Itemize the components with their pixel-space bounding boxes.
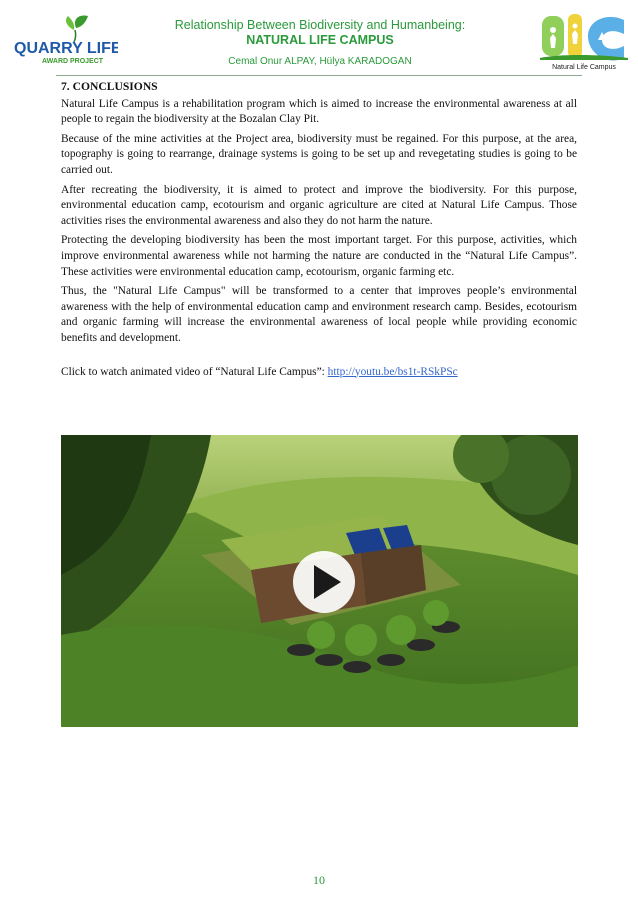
quarry-life-logo-subtext: AWARD PROJECT	[42, 58, 104, 65]
video-caption-text: Click to watch animated video of “Natural Life Campus”:	[61, 365, 328, 378]
section-heading: 7. CONCLUSIONS	[61, 80, 158, 93]
video-thumbnail[interactable]	[61, 435, 578, 727]
page-header	[0, 0, 638, 78]
paragraph-2: Because of the mine activities at the Project area, biodiversity must be regained. For this purpose, at the area, topography is going to rearrange, drainage systems is going to be set up and revegetating studies is going to be carried out.	[61, 132, 577, 176]
natural-life-campus-logo	[538, 10, 630, 72]
main-content	[61, 79, 577, 384]
video-link[interactable]: http://youtu.be/bs1t-RSkPSc	[327, 365, 458, 378]
header-authors: Cemal Onur ALPAY, Hülya KARADOGAN	[228, 56, 412, 67]
quarry-life-logo-text: QUARRY LIFE	[14, 40, 118, 57]
quarry-life-logo	[14, 14, 118, 66]
paragraph-4: Protecting the developing biodiversity has been the most important target. For this purpose, activities, which improve environmental awareness while not harming the nature are conducted in the “Natural Life Campus”. These activities were environmental education camp, ecotourism, organic farming etc.	[61, 234, 577, 278]
page-number: 10	[313, 873, 325, 887]
paragraph-5: Thus, the "Natural Life Campus" will be transformed to a center that improves people’s environmental awareness with the help of environmental education camp and environment research camp. Besides, ecotourism and organic farming will increase the environmental awareness of local people while providing economic benefits and development.	[61, 285, 577, 344]
video-caption	[61, 365, 577, 381]
paragraph-3: After recreating the biodiversity, it is aimed to protect and improve the biodiversity. For this purpose, environmental education camp, ecotourism and organic agriculture are cited at Natural Life Campus. Those activities rises the environmental awareness and also they do not harm the nature.	[61, 183, 577, 227]
natural-life-campus-logo-caption: Natural Life Campus	[552, 64, 616, 71]
header-title-line2: NATURAL LIFE CAMPUS	[246, 33, 394, 47]
header-divider	[56, 75, 582, 76]
video-thumbnail-image	[61, 435, 578, 727]
paragraph-1: Natural Life Campus is a rehabilitation program which is aimed to increase the environmental awareness at all people to regain the biodiversity at the Bozalan Clay Pit.	[61, 97, 577, 126]
quarry-life-logo-icon	[14, 14, 118, 66]
natural-life-campus-logo-icon	[538, 10, 630, 72]
play-button-icon[interactable]	[293, 551, 355, 613]
header-title-line1: Relationship Between Biodiversity and Humanbeing:	[174, 18, 466, 32]
